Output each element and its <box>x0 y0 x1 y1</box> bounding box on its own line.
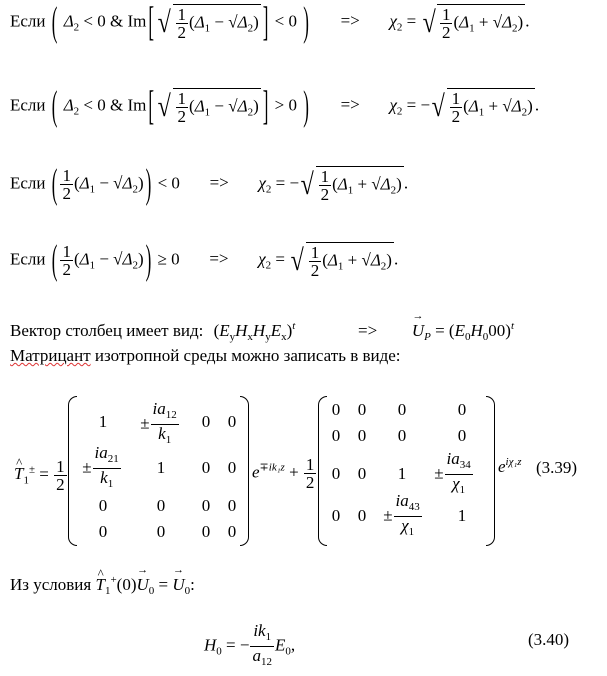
condition-row-3: Если ( $\frac{1}{2}$ $(\Delta_1 - √\Delta_2)$ ) < $0 => \chi_2$ = −√ $\frac{1}{2}$ $(\Delta_1 + √\Delta_2)$ . <box>10 160 409 207</box>
matrizant-line: Матрицант изотропной среды можно записать в виде: <box>10 346 401 365</box>
matrix1-cell: 0 <box>227 458 237 477</box>
implies-arrow: => <box>209 173 229 193</box>
matrix1-cell: 0 <box>201 458 211 477</box>
matrix2-cell: 0 <box>331 464 341 483</box>
matrix2-cell: 0 <box>331 506 341 525</box>
matrix1-cell: 0 <box>98 496 108 515</box>
condition-lead: Если <box>10 249 46 269</box>
matrix2-cell: 0 <box>357 464 367 483</box>
equation-3-40: $H_0$ = − $\frac{ik_1}{a_{12}}$ $E_0$, (3.40) <box>204 621 570 668</box>
matrix1-cell: 0 <box>227 522 237 541</box>
implies-arrow: => <box>209 249 229 269</box>
matrix1-cell: 0 <box>227 412 237 431</box>
condition-line: Из условия ^ $T_1^+(0)\to U_0$ = → $U_0$: <box>10 574 195 597</box>
implies-arrow: => <box>340 95 360 115</box>
equation-3-39: ^ $T_1^\pm$ = $\frac{1}{2}$ 1 ± $\frac{ia_{12}}{k_1}$ 0 0 ± $\frac{ia_{21}}{k_1}$ 1 0 0 0 0 0 0 0 0 0 0 $e^{\mp ik_1z}$ + $\frac{1}{2}$ 0 0 0 0 0 0 0 0 0 0 1 ± $\frac{ia_{34}}{\chi_1}$ 0 0 ± $\frac{ia_{43}}{\chi_1}$ 1 $e^{i\chi_1z}$ (3.39) <box>0 392 607 552</box>
matrix2-cell: 1 <box>457 506 467 525</box>
matrix2-cell: 0 <box>397 400 407 419</box>
condition-lead: Если <box>10 11 46 31</box>
condition-row-4: Если ( $\frac{1}{2}$ $(\Delta_1 - √\Delta_2)$ ) ≥ $0 => \chi_2$ = √ $\frac{1}{2}$ $(\Delta_1 + √\Delta_2)$ . <box>10 236 399 283</box>
matrix2-cell: 0 <box>331 426 341 445</box>
matrix1-cell: 0 <box>156 522 166 541</box>
matrix2-cell: ± $\frac{ia_{34}}{\chi_1}$ <box>434 449 471 496</box>
condition-row-2: Если ( $\Delta_2 < 0$ & Im [ √ $\frac{1}{2}$ $(\Delta_1 - √\Delta_2)$ ] > 0 ) => $\chi_2$ = −√ $\frac{1}{2}$ $(\Delta_1 + √\Delta_2)$ . <box>10 82 540 129</box>
condition-lead: Если <box>10 173 46 193</box>
matrix2-cell: 0 <box>357 506 367 525</box>
matrix2-cell: 0 <box>457 400 467 419</box>
matrix1-cell: ± $\frac{ia_{12}}{k_1}$ <box>140 399 177 446</box>
matrix2-cell: ± $\frac{ia_{43}}{\chi_1}$ <box>383 491 420 538</box>
condition-lead: Если <box>10 95 46 115</box>
matrix1-cell: 0 <box>201 522 211 541</box>
condition-row-1: Если ( $\Delta_2 < 0$ & Im [ √ $\frac{1}{2}$ $(\Delta_1 - √\Delta_2)$ ] < 0 ) => $\chi_2$ = √ $\frac{1}{2}$ $(\Delta_1 + √\Delta_2)$ . <box>10 0 530 45</box>
matrix2-cell: 0 <box>397 426 407 445</box>
matrix2-cell: 0 <box>357 426 367 445</box>
matrix2-cell: 0 <box>357 400 367 419</box>
matrix1-cell: 1 <box>98 412 108 431</box>
matrix1-cell: ± $\frac{ia_{21}}{k_1}$ <box>82 443 119 490</box>
matrix1-cell: 0 <box>201 412 211 431</box>
matrix2-cell: 1 <box>397 464 407 483</box>
matrix1-cell: 1 <box>156 458 166 477</box>
spellcheck-word: Матрицант <box>10 346 91 365</box>
matrix1-cell: 0 <box>98 522 108 541</box>
matrix1-cell: 0 <box>201 496 211 515</box>
matrix2-cell: 0 <box>457 426 467 445</box>
implies-arrow: => <box>357 321 378 340</box>
matrix2-cell: 0 <box>331 400 341 419</box>
implies-arrow: => <box>340 11 360 31</box>
vector-line: Вектор столбец имеет вид: $(E_yH_xH_yE_x)^t$ => → $U_P = (E_0H_000)^t$ <box>10 320 514 343</box>
equation-number: (3.40) <box>528 630 570 649</box>
matrix1-cell: 0 <box>227 496 237 515</box>
matrix1-cell: 0 <box>156 496 166 515</box>
equation-number: (3.39) <box>536 458 578 477</box>
